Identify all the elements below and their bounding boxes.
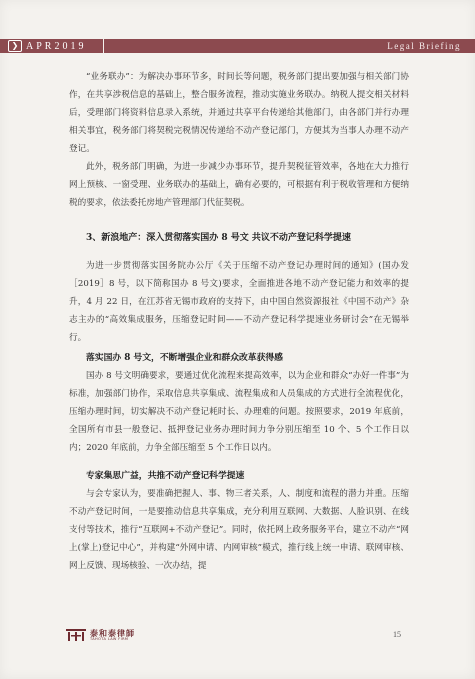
issue-date: APR2019 [26,40,87,52]
chevron-right-icon: ❯ [8,40,22,52]
firm-name [90,629,135,642]
spacer [69,457,409,465]
article-body [69,68,409,575]
paragraph-expert-opinion: 与会专家认为，要准确把握人、事、物三者关系，人、制度和流程的潜力并重。压缩不动产登记时间，一是要推动信息共享集成，充分利用互联网、大数据、人脸识别、在线支付等技术，推行“互联网+不动产登记”。同时，依托网上政务服务平台，建立不动产“网上(掌上)登记中心”，并构建“外网申请、内网审核”模式，推行线上统一申请、联网审核、网上反馈、现场核验、一次办结，提 [69,489,409,571]
header-left [8,39,86,53]
paragraph-business-joint: “业务联办”：为解决办事环节多，时间长等问题，税务部门提出要加强与相关部门协作，在共享涉税信息的基础上，整合服务流程，推动实施业务联办。纳税人提交相关材料后，受理部门将资料信息录入系统，并通过共享平台传递给其他部门，由各部门并行办理相关事宜，税务部门将契税完税情况传递给不动产登记部门，方便其为当事人办理不动产登记。 [69,72,409,154]
paragraph-tax-efficiency: 此外，税务部门明确，为进一步减少办事环节，提升契税征管效率，各地在大力推行网上预核、一窗受理、业务联办的基础上，确有必要的，可根据有利于税收管理和方便纳税的要求，依法委托房地产管理部门代征契税。 [69,162,409,208]
section-heading: 3、新浪地产：深入贯彻落实国办 8 号文 共议不动产登记科学提速 [86,233,351,243]
firm-name-cn: 泰和泰律師 [90,628,135,638]
header-bar [0,39,475,53]
publication-title: Legal Briefing [387,41,461,51]
firm-logo-icon [66,629,86,641]
paragraph-seminar-intro: 为进一步贯彻落实国务院办公厅《关于压缩不动产登记办理时间的通知》(国办发［2019］8 号，以下简称国办 8 号文)要求，全面推进各地不动产登记能力和效率的提升，4 月 22 日，在江苏省无锡市政府的支持下，由中国自然资源报社《中国不动产》杂志主办的“高效集成服务，压缩登记时间——不动产登记科学提速业务研讨会”在无锡举行。 [69,261,409,343]
subheading-expert-views: 专家集思广益，共推不动产登记科学提速 [86,471,245,481]
header-divider [103,39,104,53]
footer-logo [66,629,135,642]
page-number: 15 [393,630,401,639]
paragraph-notice-requirements: 国办 8 号文明确要求，要通过优化流程来提高效率，以为企业和群众“办好一件事”为标准，加强部门协作，采取信息共享集成、流程集成和人员集成的方式进行全流程优化，压缩办理时间，切实解决不动产登记耗时长、办理难的问题。按照要求，2019 年底前，全国所有市县一般登记、抵押登记业务办理时间力争分别压缩至 10 个、5 个工作日以内；2020 年底前，力争全部压缩至 5 个工作日以内。 [69,371,409,453]
firm-name-en: TAHOTA LAW FIRM [90,637,129,641]
subheading-implement-notice: 落实国办 8 号文，不断增强企业和群众改革获得感 [86,353,283,363]
